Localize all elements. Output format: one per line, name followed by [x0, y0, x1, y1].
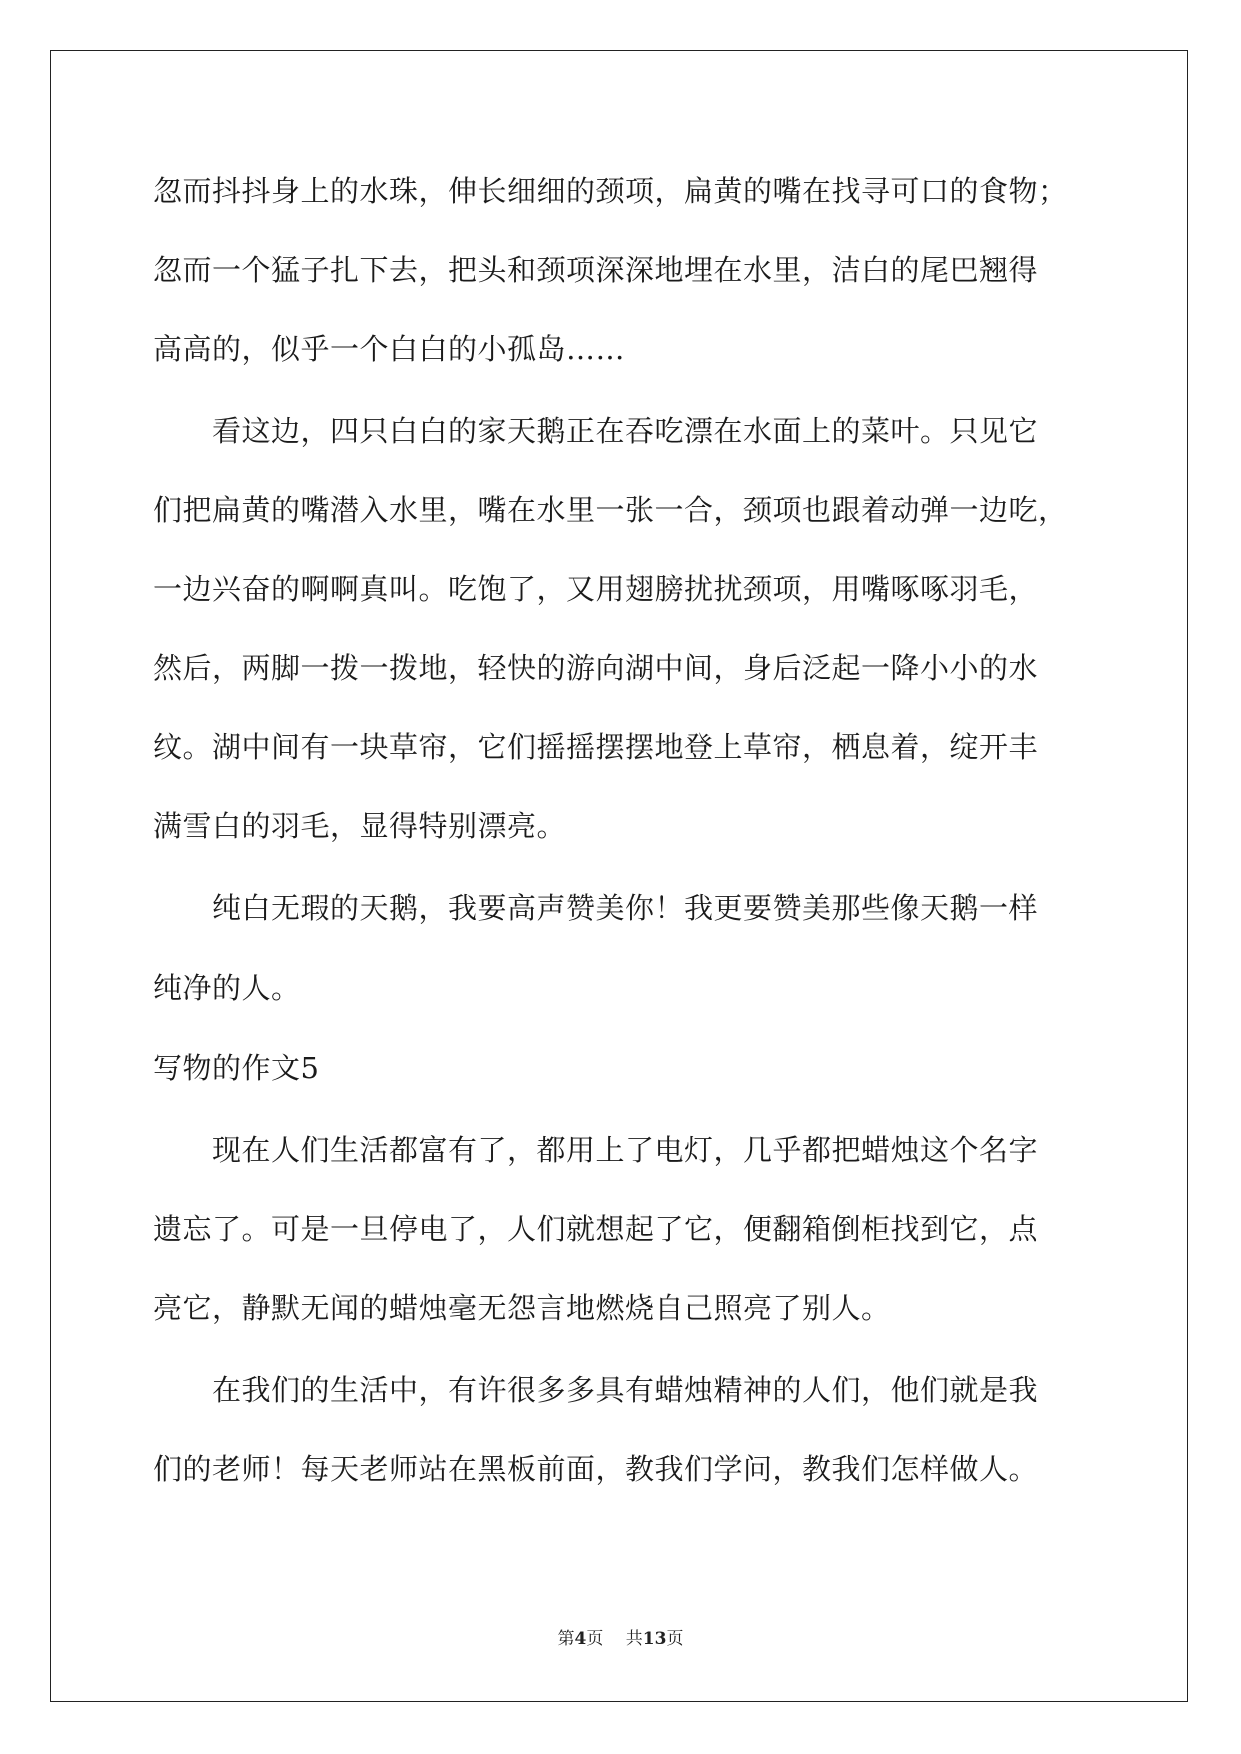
footer-prefix: 第	[557, 1629, 575, 1649]
text-line: 忽而抖抖身上的水珠，伸长细细的颈项，扁黄的嘴在找寻可口的食物；	[153, 174, 1068, 208]
text-line: 纯白无瑕的天鹅，我要高声赞美你！我更要赞美那些像天鹅一样	[153, 891, 1039, 925]
text-line: 纹。湖中间有一块草帘，它们摇摇摆摆地登上草帘，栖息着，绽开丰	[153, 730, 1039, 764]
text-line: 在我们的生活中，有许很多多具有蜡烛精神的人们，他们就是我	[153, 1373, 1039, 1407]
text-line: 遗忘了。可是一旦停电了，人们就想起了它，便翻箱倒柜找到它，点	[153, 1212, 1039, 1246]
text-line: 们的老师！每天老师站在黑板前面，教我们学问，教我们怎样做人。	[153, 1452, 1039, 1486]
footer-mid: 页 共	[586, 1629, 643, 1649]
text-line: 看这边，四只白白的家天鹅正在吞吃漂在水面上的菜叶。只见它	[153, 414, 1039, 448]
text-line: 一边兴奋的啊啊真叫。吃饱了，又用翅膀扰扰颈项，用嘴啄啄羽毛，	[153, 572, 1039, 606]
footer-suffix: 页	[666, 1629, 684, 1649]
total-page-number: 13	[642, 1629, 667, 1649]
section-heading: 写物的作文5	[153, 1051, 320, 1085]
current-page-number: 4	[574, 1629, 587, 1649]
text-line: 亮它，静默无闻的蜡烛毫无怨言地燃烧自己照亮了别人。	[153, 1291, 891, 1325]
text-line: 现在人们生活都富有了，都用上了电灯，几乎都把蜡烛这个名字	[153, 1133, 1039, 1167]
text-line: 满雪白的羽毛，显得特别漂亮。	[153, 809, 567, 843]
text-line: 纯净的人。	[153, 971, 301, 1005]
text-line: 忽而一个猛子扎下去，把头和颈项深深地埋在水里，洁白的尾巴翘得	[153, 253, 1039, 287]
text-line: 然后，两脚一拨一拨地，轻快的游向湖中间，身后泛起一降小小的水	[153, 651, 1039, 685]
page-footer	[0, 1624, 1241, 1649]
text-line: 们把扁黄的嘴潜入水里，嘴在水里一张一合，颈项也跟着动弹一边吃，	[153, 493, 1068, 527]
text-line: 高高的，似乎一个白白的小孤岛……	[153, 332, 626, 366]
